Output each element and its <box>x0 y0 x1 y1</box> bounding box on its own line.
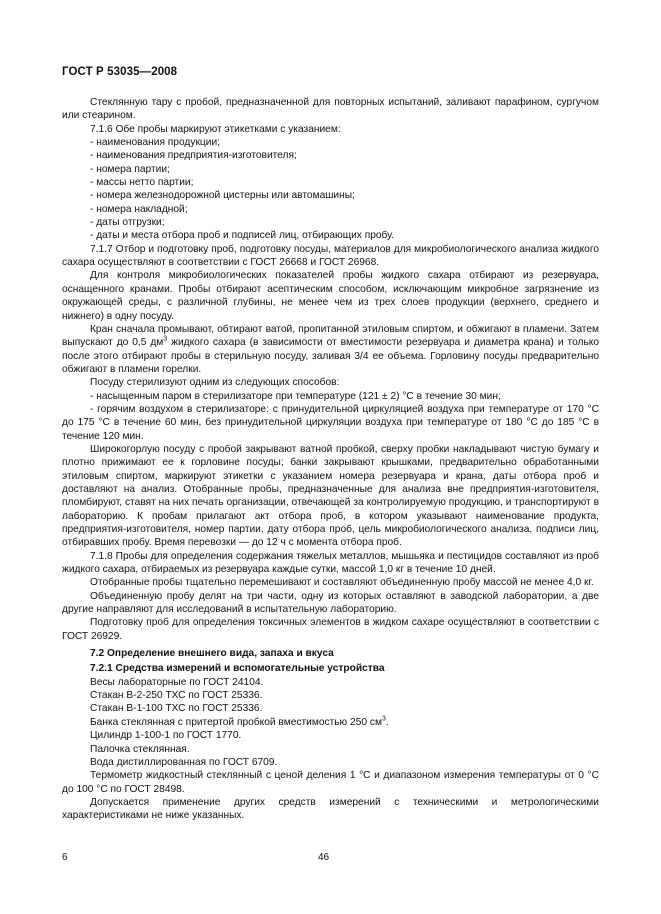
paragraph: - горячим воздухом в стерилизаторе: с принудительной циркуляцией воздуха при температуре от 170 °С до 175 °С в течение 60 мин, без принудительной циркуляции воздуха при температуре от 180 °С до 185 °С в течение 120 мин. <box>62 403 599 442</box>
paragraph: Стеклянную тару с пробой, предназначенной для повторных испытаний, заливают парафином, сургучом или стеарином. <box>62 97 599 122</box>
list-item: - наименования продукции; <box>90 137 220 149</box>
sheet-number: 46 <box>318 852 330 863</box>
paragraph-7-1-7: 7.1.7 Отбор и подготовку проб, подготовку посуды, материалов для микробиологического анализа жидкого сахара осуществляют в соответствии с ГОСТ 26668 и ГОСТ 26968. <box>62 243 599 269</box>
paragraph <box>62 323 599 376</box>
list-item: - даты и места отбора проб и подписей лиц, отбирающих пробу. <box>90 230 395 242</box>
list-item: Стакан В-1-100 ТХС по ГОСТ 25336. <box>90 703 263 715</box>
list-item: Палочка стеклянная. <box>90 743 190 755</box>
superscript: 3 <box>163 335 168 343</box>
list-item: Весы лабораторные по ГОСТ 24104. <box>90 676 264 688</box>
page-number: 6 <box>62 852 68 863</box>
paragraph: Посуду стерилизуют одним из следующих способов: <box>90 377 340 389</box>
paragraph: Отобранные пробы тщательно перемешивают и составляют объединенную пробу массой не менее 4,0 кг. <box>90 577 594 589</box>
superscript: 3 <box>381 715 386 723</box>
paragraph-7-1-8: 7.1.8 Пробы для определения содержания тяжелых металлов, мышьяка и пестицидов составляют из проб жидкого сахара, отбираемых из резервуара каждые сутки, массой 1,0 кг в течение 10 дней. <box>62 550 599 576</box>
paragraph: Для контроля микробиологических показателей пробы жидкого сахара отбирают из резервуара, оснащенного кранами. Пробы отбирают асептическим способом, исключающим микробное загрязнение из окружающей среды, с различной глубины, не менее чем из трех слоев продукции (верхнего, среднего и нижнего) в одну посуду. <box>62 270 599 322</box>
list-item: - наименования предприятия-изготовителя; <box>90 150 297 162</box>
subsection-heading-7-2-1: 7.2.1 Средства измерений и вспомогательные устройства <box>90 663 385 675</box>
paragraph: - насыщенным паром в стерилизаторе при температуре (121 ± 2) °С в течение 30 мин; <box>90 390 501 402</box>
list-item: Стакан В-2-250 ТХС по ГОСТ 25336. <box>90 690 263 702</box>
list-item: - номера накладной; <box>90 203 188 215</box>
section-heading-7-2: 7.2 Определение внешнего вида, запаха и вкуса <box>90 648 334 660</box>
paragraph: Подготовку проб для определения токсичных элементов в жидком сахаре осуществляют в соответствии с ГОСТ 26929. <box>62 617 599 642</box>
list-item: - массы нетто партии; <box>90 177 194 189</box>
paragraph: Допускается применение других средств измерений с техническими и метрологическими характеристиками не ниже указанных. <box>62 796 599 822</box>
page-body <box>62 96 599 823</box>
list-item: - номера партии; <box>90 163 170 175</box>
list-item: Цилиндр 1-100-1 по ГОСТ 1770. <box>90 730 242 742</box>
item-text: Банка стеклянная с притертой пробкой вместимостью 250 см <box>90 716 382 728</box>
list-item <box>62 716 599 729</box>
paragraph: Термометр жидкостный стеклянный с ценой деления 1 °С и диапазоном измерения температуры от 0 °С до 100 °С по ГОСТ 28498. <box>62 770 599 795</box>
paragraph-text: Кран сначала промывают, обтирают ватой, пропитанной этиловым спиртом, и обжигают в пламени. Затем выпускают до 0,5 дм <box>62 323 599 349</box>
list-item: - номера железнодорожной цистерны или автомашины; <box>90 190 355 202</box>
list-item: - даты отгрузки; <box>90 217 165 229</box>
paragraph: Объединенную пробу делят на три части, одну из которых оставляют в заводской лаборатории, а две другие направляют для исследований в испытательную лабораторию. <box>62 590 599 616</box>
paragraph-text: жидкого сахара (в зависимости от вместимости резервуара и диаметра крана) и только после этого отбирают пробы в стерильную посуду, заливая 3/4 ее объема. Горловину посуды предварительно обжигают в пламени горелки. <box>62 337 599 375</box>
document-code: ГОСТ Р 53035—2008 <box>62 66 178 78</box>
list-item: Вода дистиллированная по ГОСТ 6709. <box>90 756 278 768</box>
paragraph-7-1-6: 7.1.6 Обе пробы маркируют этикетками с указанием: <box>90 123 341 135</box>
paragraph: Широкогорлую посуду с пробой закрывают ватной пробкой, сверху пробки накладывают чистую бумагу и плотно прижимают ее к горловине посуды; банки закрывают крышками, предварительно обработанными этиловым спиртом, маркируют этикетки с указанием номера резервуара и крана, даты отбора проб и доставляют на анализ. Отобранные пробы, предназначенные для анализа вне предприятия-изготовителя, пломбируют, ставят на них печать организации, отвечающей за контролируемую продукцию, и транспортируют в лабораторию. К пробам прилагают акт отбора проб, в котором указывают наименование продукта, предприятия-изготовителя, номер партии, дату отбора проб, цель микробиологического анализа, подписи лиц, отбиравших пробу. Время перевозки — до 12 ч с момента отбора проб. <box>62 443 599 549</box>
item-text: . <box>385 716 389 728</box>
